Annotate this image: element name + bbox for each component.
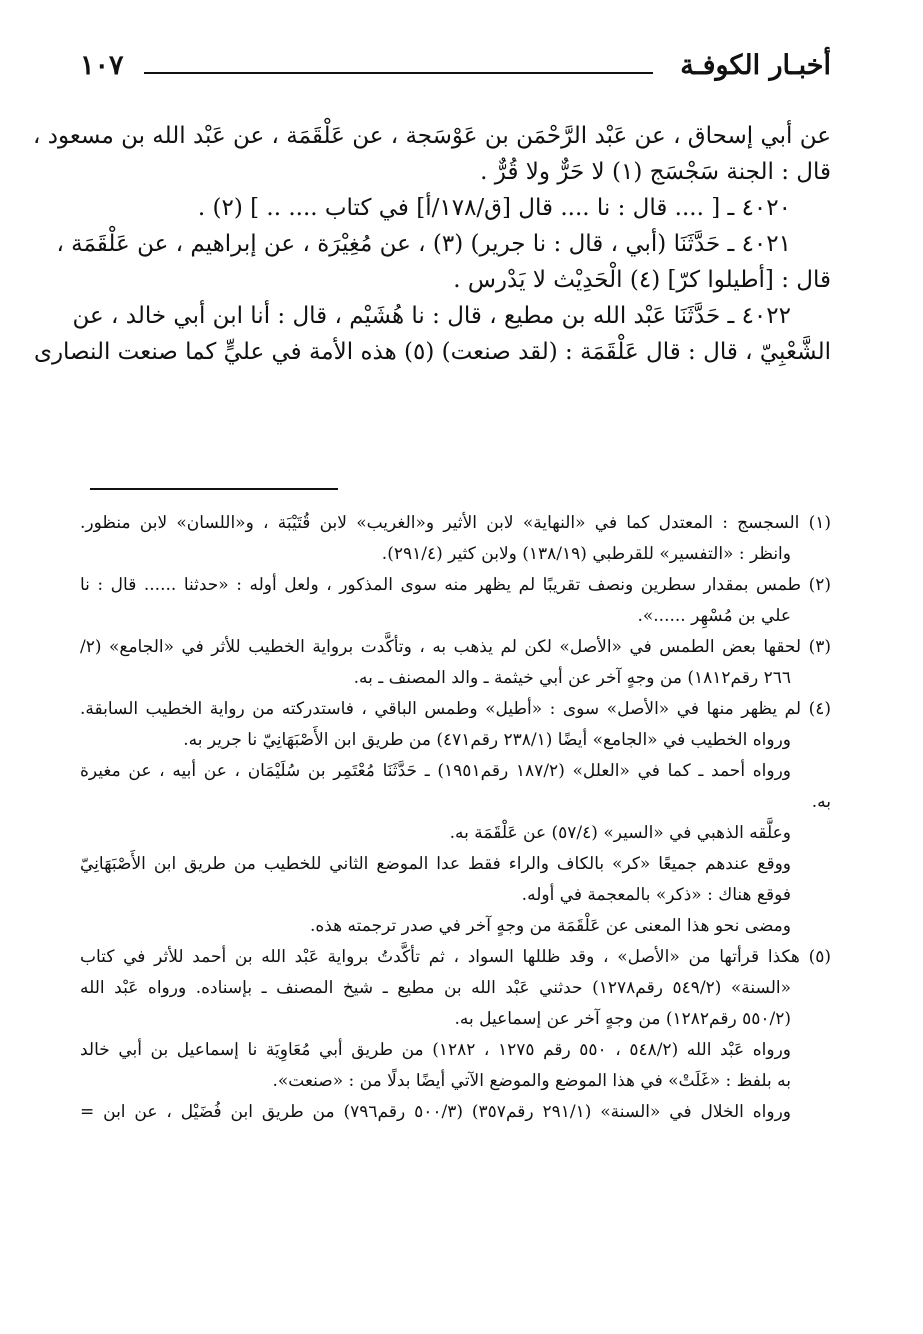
footnote-line: وعلَّقه الذهبي في «السير» (٥٧/٤) عن عَلْقَمَة به. — [449, 823, 791, 843]
footnote-line: (١) السجسج : المعتدل كما في «النهاية» لابن الأثير و«الغريب» لابن قُتَيْبَة ، و«اللسان» لابن منظور. — [80, 513, 831, 533]
footnote-separator — [90, 488, 338, 490]
footnote-line: ورواه الخلال في «السنة» (٢٩١/١ رقم٣٥٧) (٥٠٠/٣ رقم٧٩٦) من طريق ابن فُضَيْل ، عن ابن = — [80, 1102, 791, 1122]
footnote-line: (٢) طمس بمقدار سطرين ونصف تقريبًا لم يظهر منه سوى المذكور ، ولعل أوله : «حدثنا ...... قال : نا — [80, 575, 831, 595]
footnote-line: وانظر : «التفسير» للقرطبي (١٣٨/١٩) ولابن كثير (٢٩١/٤). — [381, 544, 791, 564]
footnote-line: ورواه الخطيب في «الجامع» أيضًا (٢٣٨/١ رقم٤٧١) من طريق ابن الأَصْبَهَانِيّ نا جرير به. — [183, 730, 791, 750]
page-header — [80, 50, 831, 94]
running-title: أخبـار الكوفـة — [680, 50, 831, 81]
footnote-line: (٤) لم يظهر منها في «الأصل» سوى : «أطيل» وطمس الباقي ، فاستدركته من رواية الخطيب السابقة. — [80, 699, 831, 719]
text-line: قال : [أطيلوا كرّ] (٤) الْحَدِيْث لا يَدْرس . — [453, 267, 831, 293]
footnote-line: علي بن مُسْهِر ......». — [637, 606, 791, 626]
text-line: قال : الجنة سَجْسَج (١) لا حَرٌّ ولا قُرٌّ . — [480, 159, 831, 185]
footnote-line: ٢٦٦ رقم١٨١٢) من وجهٍ آخر عن أبي خيثمة ـ والد المصنف ـ به. — [353, 668, 791, 688]
footnote-line: «السنة» (٥٤٩/٢ رقم١٢٧٨) حدثني عَبْد الله بن مطيع ـ شيخ المصنف ـ بإسناده. ورواه عَبْد الله — [80, 978, 791, 998]
footnote-line: (٣) لحقها بعض الطمس في «الأصل» لكن لم يذهب به ، وتأكَّدت برواية الخطيب للأثر في «الجامع» (٢/ — [80, 637, 831, 657]
page-number: ١٠٧ — [80, 50, 124, 81]
footnote-line: ووقع عندهم جميعًا «كر» بالكاف والراء فقط عدا الموضع الثاني للخطيب من طريق ابن الأَصْبَهَانِيّ — [80, 854, 791, 874]
footnote-line: ومضى نحو هذا المعنى عن عَلْقَمَة من وجهٍ آخر في صدر ترجمته هذه. — [309, 916, 791, 936]
footnote-line: به بلفظ : «غَلَتْ» في هذا الموضع والموضع الآتي أيضًا بدلًا من : «صنعت». — [272, 1071, 791, 1091]
footnote-line: (٥) هكذا قرأتها من «الأصل» ، وقد ظللها السواد ، ثم تأكَّدتُ برواية عَبْد الله بن أحمد للأثر في كتاب — [80, 947, 831, 967]
footnote-line: (٥٥٠/٢ رقم١٢٨٢) من وجهٍ آخر عن إسماعيل به. — [454, 1009, 791, 1029]
text-line: ٤٠٢٢ ـ حَدَّثَنَا عَبْد الله بن مطيع ، قال : نا هُشَيْم ، قال : أنا ابن أبي خالد ، عن — [72, 303, 791, 329]
text-line: الشَّعْبِيّ ، قال : قال عَلْقَمَة : (لقد صنعت) (٥) هذه الأمة في عليٍّ كما صنعت النصارى — [33, 339, 831, 365]
main-text — [32, 118, 831, 370]
footnote-line: فوقع هناك : «ذكر» بالمعجمة في أوله. — [521, 885, 791, 905]
footnotes — [80, 508, 831, 1128]
text-line: ٤٠٢٠ ـ [ .... قال : نا .... قال [ق/١٧٨/أ] في كتاب .... .. ] (٢) . — [197, 195, 791, 221]
header-rule — [144, 72, 653, 74]
footnote-line: ورواه عَبْد الله (٥٤٨/٢ ، ٥٥٠ رقم ١٢٧٥ ، ١٢٨٢) من طريق أبي مُعَاوِيَة نا إسماعيل بن أبي خالد — [80, 1040, 791, 1060]
footnote-line: ورواه أحمد ـ كما في «العلل» (١٨٧/٢ رقم١٩٥١) ـ حَدَّثَنَا مُعْتَمِر بن سُلَيْمَان ، عن أبيه ، عن مغيرة — [80, 761, 791, 781]
footnote-line: به. — [811, 792, 831, 812]
text-line: عن أبي إسحاق ، عن عَبْد الرَّحْمَن بن عَوْسَجة ، عن عَلْقَمَة ، عن عَبْد الله بن مسعود ، — [32, 123, 831, 149]
text-line: ٤٠٢١ ـ حَدَّثَنَا (أبي ، قال : نا جرير) (٣) ، عن مُغِيْرَة ، عن إبراهيم ، عن عَلْقَمَة ، — [56, 231, 791, 257]
